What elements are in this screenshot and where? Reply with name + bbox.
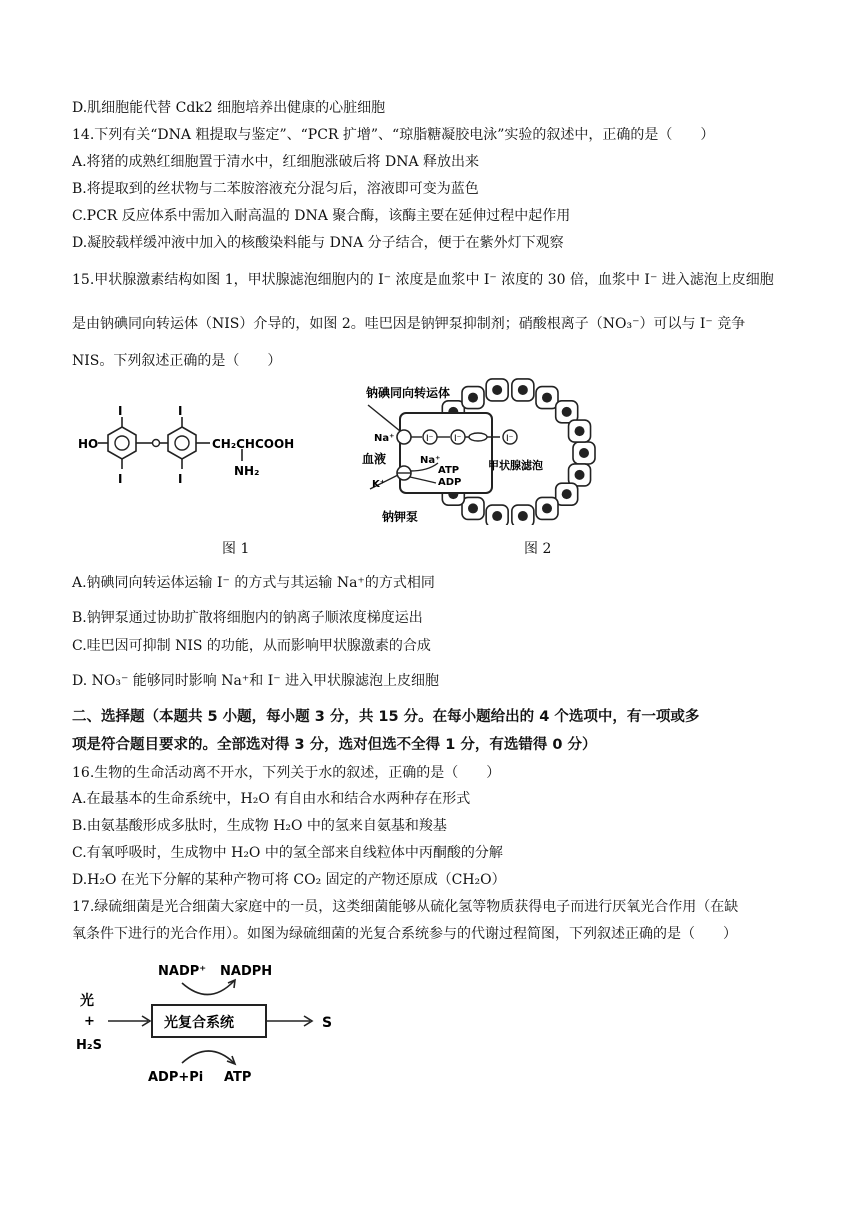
q15-stem-line1: 15.甲状腺激素结构如图 1，甲状腺滤泡细胞内的 I⁻ 浓度是血浆中 I⁻ 浓度的 30 倍，血浆中 I⁻ 进入滤泡上皮细胞 bbox=[72, 272, 774, 288]
fig2-symporter-label: 钠碘同向转运体 bbox=[366, 386, 451, 400]
q14-option-b: B.将提取到的丝状物与二苯胺溶液充分混匀后，溶液即可变为蓝色 bbox=[72, 181, 479, 197]
q15-stem-line3: NIS。下列叙述正确的是（ ） bbox=[72, 353, 282, 369]
follicle-cell-nucleus bbox=[518, 385, 528, 395]
q16-option-a: A.在最基本的生命系统中，H₂O 有自由水和结合水两种存在形式 bbox=[72, 791, 471, 807]
q14-option-a: A.将猪的成熟红细胞置于清水中，红细胞涨破后将 DNA 释放出来 bbox=[72, 154, 480, 170]
fig1-iodine-top-right: I bbox=[178, 405, 183, 418]
follicle-cell-nucleus bbox=[575, 426, 585, 436]
fig2-na-out: Na⁺ bbox=[420, 455, 441, 466]
fig2-iodide-1: I⁻ bbox=[426, 434, 434, 444]
q16-stem: 16.生物的生命活动离不开水，下列关于水的叙述，正确的是（ ） bbox=[72, 765, 501, 781]
fig3-plus: + bbox=[84, 1014, 95, 1029]
fig3-system-label: 光复合系统 bbox=[164, 1015, 234, 1031]
fig2-k-ion: K⁺ bbox=[372, 479, 386, 490]
q14-option-d: D.凝胶载样缓冲液中加入的核酸染料能与 DNA 分子结合，便于在紫外灯下观察 bbox=[72, 235, 564, 251]
follicle-cell-nucleus bbox=[468, 503, 478, 513]
fig2-na-in: Na⁺ bbox=[374, 433, 395, 444]
follicle-cell-nucleus bbox=[492, 385, 502, 395]
q13-option-d: D.肌细胞能代替 Cdk2 细胞培养出健康的心脏细胞 bbox=[72, 100, 386, 116]
q16-option-c: C.有氧呼吸时，生成物中 H₂O 中的氢全部来自线粒体中丙酮酸的分解 bbox=[72, 845, 503, 861]
fig3-sulfur: S bbox=[322, 1015, 333, 1031]
follicle-cell-nucleus bbox=[575, 470, 585, 480]
q17-stem-line1: 17.绿硫细菌是光合细菌大家庭中的一员，这类细菌能够从硫化氢等物质获得电子而进行厌氧光合作用（在缺 bbox=[72, 899, 739, 915]
fig2-adp: ADP bbox=[438, 477, 462, 488]
follicle-cell-nucleus bbox=[542, 393, 552, 403]
q15-option-c: C.哇巴因可抑制 NIS 的功能，从而影响甲状腺激素的合成 bbox=[72, 638, 431, 654]
fig3-atp: ATP bbox=[224, 1070, 252, 1085]
section-2-heading-line2: 项是符合题目要求的。全部选对得 3 分，选对但选不全得 1 分，有选错得 0 分） bbox=[72, 737, 597, 753]
figure-1-thyroxine-structure bbox=[72, 405, 332, 495]
q14-stem: 14.下列有关“DNA 粗提取与鉴定”、“PCR 扩增”、“琼脂糖凝胶电泳”实验的叙述中，正确的是（ ） bbox=[72, 127, 715, 143]
fig2-symporter-circle bbox=[397, 430, 411, 444]
q16-option-d: D.H₂O 在光下分解的某种产物可将 CO₂ 固定的产物还原成（CH₂O） bbox=[72, 872, 506, 888]
fig3-h2s: H₂S bbox=[76, 1038, 102, 1053]
q14-option-c: C.PCR 反应体系中需加入耐高温的 DNA 聚合酶，该酶主要在延伸过程中起作用 bbox=[72, 208, 571, 224]
q15-option-a: A.钠碘同向转运体运输 I⁻ 的方式与其运输 Na⁺的方式相同 bbox=[72, 575, 435, 591]
fig1-amino-group: NH₂ bbox=[234, 464, 260, 478]
fig3-adp-pi: ADP+Pi bbox=[148, 1070, 204, 1085]
fig2-iodide-2: I⁻ bbox=[454, 434, 462, 444]
section-2-heading-line1: 二、选择题（本题共 5 小题，每小题 3 分，共 15 分。在每小题给出的 4 个选项中，有一项或多 bbox=[72, 709, 700, 725]
figure-1-caption: 图 1 bbox=[222, 541, 250, 557]
figure-2-follicle-diagram bbox=[360, 375, 600, 525]
follicle-cell-nucleus bbox=[468, 393, 478, 403]
fig2-follicle-label: 甲状腺滤泡 bbox=[488, 459, 543, 472]
fig2-blood-label: 血液 bbox=[362, 452, 387, 466]
fig3-light: 光 bbox=[80, 993, 94, 1009]
figure-2-caption: 图 2 bbox=[524, 541, 552, 557]
q15-option-b: B.钠钾泵通过协助扩散将细胞内的钠离子顺浓度梯度运出 bbox=[72, 610, 423, 626]
figure-3-photosystem-diagram bbox=[72, 955, 372, 1090]
fig3-nadp: NADP⁺ bbox=[158, 964, 207, 979]
follicle-cell-nucleus bbox=[542, 503, 552, 513]
follicle-cell-nucleus bbox=[562, 489, 572, 499]
fig2-iodide-3: I⁻ bbox=[506, 434, 514, 444]
follicle-cell-nucleus bbox=[579, 448, 589, 458]
fig1-iodine-bottom-right: I bbox=[178, 472, 183, 486]
q16-option-b: B.由氨基酸形成多肽时，生成物 H₂O 中的氢来自氨基和羧基 bbox=[72, 818, 447, 834]
fig3-nadph: NADPH bbox=[220, 964, 273, 979]
q15-option-d: D. NO₃⁻ 能够同时影响 Na⁺和 I⁻ 进入甲状腺滤泡上皮细胞 bbox=[72, 673, 440, 689]
fig1-hydroxyl: HO bbox=[78, 437, 99, 451]
follicle-cell-nucleus bbox=[518, 511, 528, 521]
fig2-atp: ATP bbox=[438, 465, 460, 476]
fig1-iodine-bottom-left: I bbox=[118, 472, 123, 486]
q17-stem-line2: 氧条件下进行的光合作用）。如图为绿硫细菌的光复合系统参与的代谢过程简图，下列叙述正确的是（ ） bbox=[72, 926, 737, 942]
follicle-cell-nucleus bbox=[562, 407, 572, 417]
q15-stem-line2: 是由钠碘同向转运体（NIS）介导的，如图 2。哇巴因是钠钾泵抑制剂；硝酸根离子（NO₃⁻）可以与 I⁻ 竞争 bbox=[72, 316, 746, 332]
follicle-cell-nucleus bbox=[492, 511, 502, 521]
fig2-pump-label: 钠钾泵 bbox=[382, 510, 419, 524]
fig1-side-chain: CH₂CHCOOH bbox=[212, 437, 295, 451]
fig1-iodine-top-left: I bbox=[118, 405, 123, 418]
